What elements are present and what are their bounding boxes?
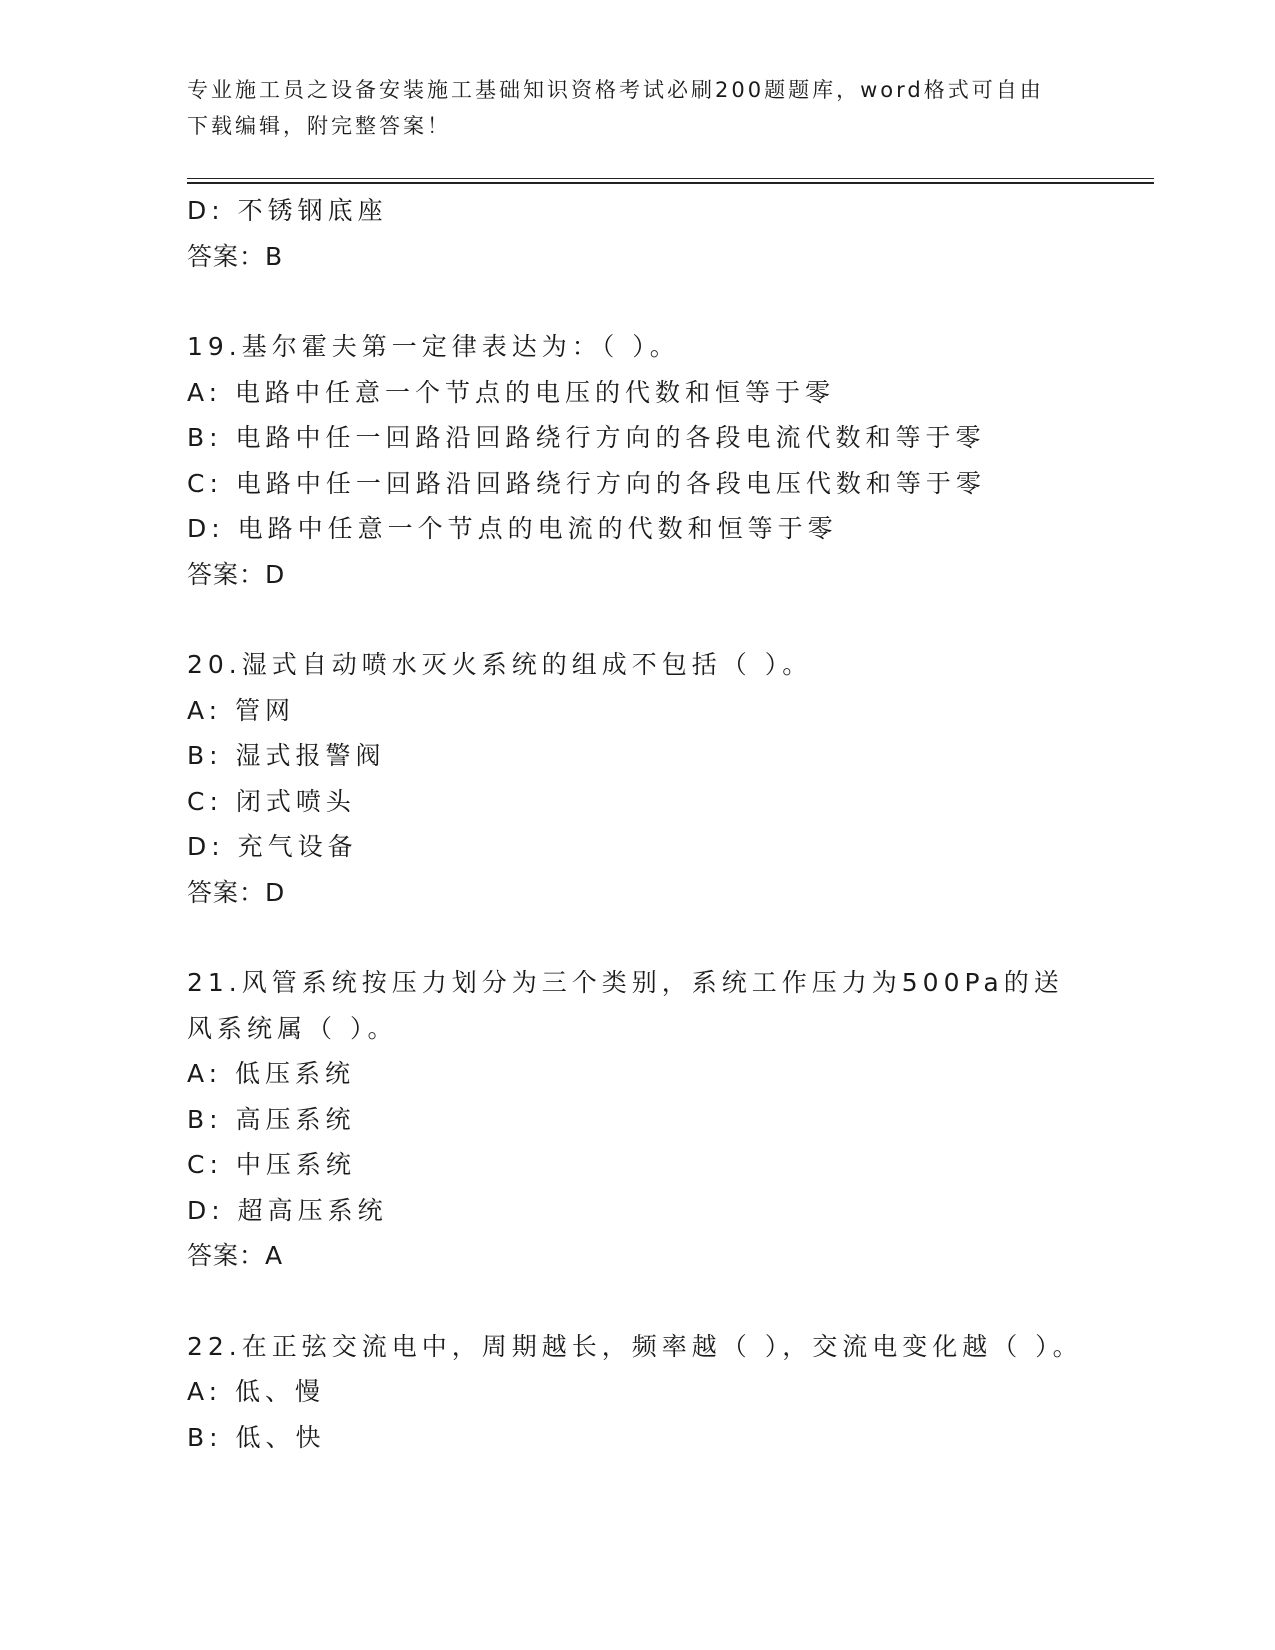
question-20-answer: 答案：D — [187, 877, 286, 907]
spacer — [187, 1279, 1157, 1324]
spacer — [187, 915, 1157, 960]
header-divider-thin — [187, 178, 1154, 179]
document-header: 专业施工员之设备安装施工基础知识资格考试必刷200题题库，word格式可自由下载编辑，附完整答案！ — [187, 78, 1044, 138]
question-21-stem: 21.风管系统按压力划分为三个类别，系统工作压力为500Pa的送风系统属（ ）。 — [187, 968, 1064, 1043]
question-19-stem: 19.基尔霍夫第一定律表达为：（ ）。 — [187, 332, 680, 361]
question-19-option-b: B: 电路中任一回路沿回路绕行方向的各段电流代数和等于零 — [187, 423, 986, 452]
question-21-option-b: B: 高压系统 — [187, 1104, 356, 1134]
question-20-option-a: A: 管网 — [187, 695, 296, 725]
spacer — [187, 597, 1157, 642]
question-21-answer: 答案：A — [187, 1241, 284, 1270]
question-20-stem: 20.湿式自动喷水灭火系统的组成不包括（ ）。 — [187, 650, 813, 679]
question-21-option-d: D: 超高压系统 — [187, 1195, 388, 1225]
question-19-option-c: C: 电路中任一回路沿回路绕行方向的各段电压代数和等于零 — [187, 468, 986, 498]
question-22-stem: 22.在正弦交流电中，周期越长，频率越（ ），交流电变化越（ ）。 — [187, 1331, 1083, 1361]
question-22-option-a: A: 低、慢 — [187, 1377, 326, 1406]
previous-answer: 答案：B — [187, 241, 284, 271]
question-list — [187, 188, 1157, 1460]
previous-option-d: D: 不锈钢底座 — [187, 196, 388, 225]
question-19-answer: 答案：D — [187, 559, 286, 589]
question-20-option-c: C: 闭式喷头 — [187, 786, 356, 816]
question-21-option-a: A: 低压系统 — [187, 1059, 356, 1088]
question-19-option-d: D: 电路中任意一个节点的电流的代数和恒等于零 — [187, 514, 838, 543]
question-20-option-d: D: 充气设备 — [187, 832, 358, 861]
spacer — [187, 279, 1157, 324]
question-22-option-b: B: 低、快 — [187, 1422, 326, 1452]
document-page — [187, 72, 1157, 144]
question-20-option-b: B: 湿式报警阀 — [187, 741, 386, 770]
question-21-option-c: C: 中压系统 — [187, 1150, 356, 1179]
header-divider-thick — [187, 182, 1154, 184]
question-19-option-a: A: 电路中任意一个节点的电压的代数和恒等于零 — [187, 377, 836, 407]
